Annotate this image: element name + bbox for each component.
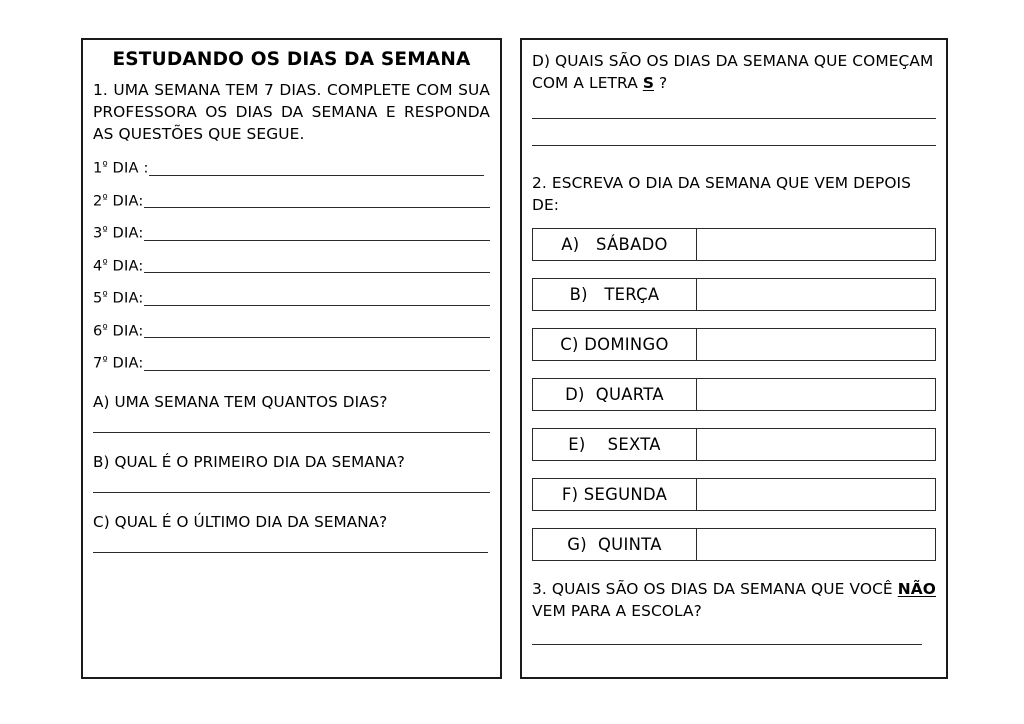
left-worksheet-panel: [81, 38, 502, 679]
right-worksheet-panel: [520, 38, 948, 679]
answer-row-input-f[interactable]: [697, 478, 936, 511]
table-row[interactable]: [532, 478, 936, 511]
answer-row-label-d: D) QUARTA: [532, 378, 697, 411]
table-row[interactable]: [532, 328, 936, 361]
question-3-emphasis: NÃO: [897, 580, 936, 598]
question-3-line2-part1: VOCÊ: [849, 580, 898, 598]
question-3-line2-part2: VEM PARA A ESCOLA?: [532, 602, 702, 620]
day-line-label-7: $7^º$ DIA:: [93, 354, 144, 372]
day-line-blank-4[interactable]: [144, 272, 490, 273]
day-line-row-3[interactable]: [93, 224, 490, 243]
day-line-row-6[interactable]: [93, 322, 490, 341]
day-line-row-5[interactable]: [93, 289, 490, 308]
day-line-label-5: $5^º$ DIA:: [93, 289, 144, 307]
question-d-text: [532, 50, 936, 94]
answer-row-input-a[interactable]: [697, 228, 936, 261]
question-b-block: [93, 452, 490, 493]
day-line-row-7[interactable]: [93, 354, 490, 373]
answer-row-label-g: G) QUINTA: [532, 528, 697, 561]
table-row[interactable]: [532, 278, 936, 311]
day-line-row-4[interactable]: [93, 257, 490, 276]
question-a-text: A) UMA SEMANA TEM QUANTOS DIAS?: [93, 392, 388, 411]
question-c-answer-blank[interactable]: [93, 552, 488, 553]
table-row[interactable]: [532, 428, 936, 461]
day-line-label-4: $4^º$ DIA:: [93, 256, 144, 274]
question-a-block: [93, 392, 490, 433]
answer-row-label-b: B) TERÇA: [532, 278, 697, 311]
day-line-label-3: $3^º$ DIA:: [93, 224, 144, 242]
question-d-part2: ?: [654, 74, 668, 92]
answer-table: [532, 228, 936, 561]
question-d-answer-blank-2[interactable]: [532, 145, 936, 146]
question-d-emphasis-letter: S: [642, 74, 655, 92]
answer-row-input-c[interactable]: [697, 328, 936, 361]
day-line-blank-3[interactable]: [144, 240, 490, 241]
answer-row-input-d[interactable]: [697, 378, 936, 411]
question-3-text: [532, 578, 936, 622]
answer-row-label-f: F) SEGUNDA: [532, 478, 697, 511]
day-lines-group: [93, 159, 490, 373]
answer-row-input-g[interactable]: [697, 528, 936, 561]
question-b-answer-blank[interactable]: [93, 492, 490, 493]
day-line-row-1[interactable]: [93, 159, 490, 178]
answer-row-label-c: C) DOMINGO: [532, 328, 697, 361]
answer-row-input-b[interactable]: [697, 278, 936, 311]
table-row[interactable]: [532, 228, 936, 261]
table-row[interactable]: [532, 528, 936, 561]
question-c-block: [93, 512, 490, 553]
answer-row-label-a: A) SÁBADO: [532, 228, 697, 261]
day-line-blank-2[interactable]: [144, 207, 490, 208]
question-3-answer-blank[interactable]: [532, 644, 922, 645]
question-3-line1: 3. QUAIS SÃO OS DIAS DA SEMANA QUE: [532, 580, 845, 598]
day-line-label-2: $2^º$ DIA:: [93, 191, 144, 209]
day-line-blank-6[interactable]: [144, 337, 490, 338]
table-row[interactable]: [532, 378, 936, 411]
instruction-1-text: 1. UMA SEMANA TEM 7 DIAS. COMPLETE COM SUA PROFESSORA OS DIAS DA SEMANA E RESPONDA AS QUESTÕES QUE SEGUE.: [93, 81, 490, 143]
page-title: ESTUDANDO OS DIAS DA SEMANA: [112, 49, 471, 70]
instruction-2-text: 2. ESCREVA O DIA DA SEMANA QUE VEM DEPOIS DE:: [532, 174, 912, 214]
day-line-label-1: $1^º$ DIA :: [93, 159, 149, 177]
day-line-blank-5[interactable]: [144, 305, 490, 306]
day-line-blank-1[interactable]: [149, 175, 484, 176]
answer-row-label-e: E) SEXTA: [532, 428, 697, 461]
question-b-text: B) QUAL É O PRIMEIRO DIA DA SEMANA?: [93, 452, 405, 471]
question-c-text: C) QUAL É O ÚLTIMO DIA DA SEMANA?: [93, 512, 388, 531]
question-a-answer-blank[interactable]: [93, 432, 490, 433]
question-d-part1: D) QUAIS SÃO OS DIAS DA SEMANA QUE COMEÇAM COM A LETRA: [532, 52, 934, 92]
day-line-label-6: $6^º$ DIA:: [93, 321, 144, 339]
day-line-row-2[interactable]: [93, 192, 490, 211]
question-d-answer-blank-1[interactable]: [532, 118, 936, 119]
answer-row-input-e[interactable]: [697, 428, 936, 461]
day-line-blank-7[interactable]: [144, 370, 490, 371]
